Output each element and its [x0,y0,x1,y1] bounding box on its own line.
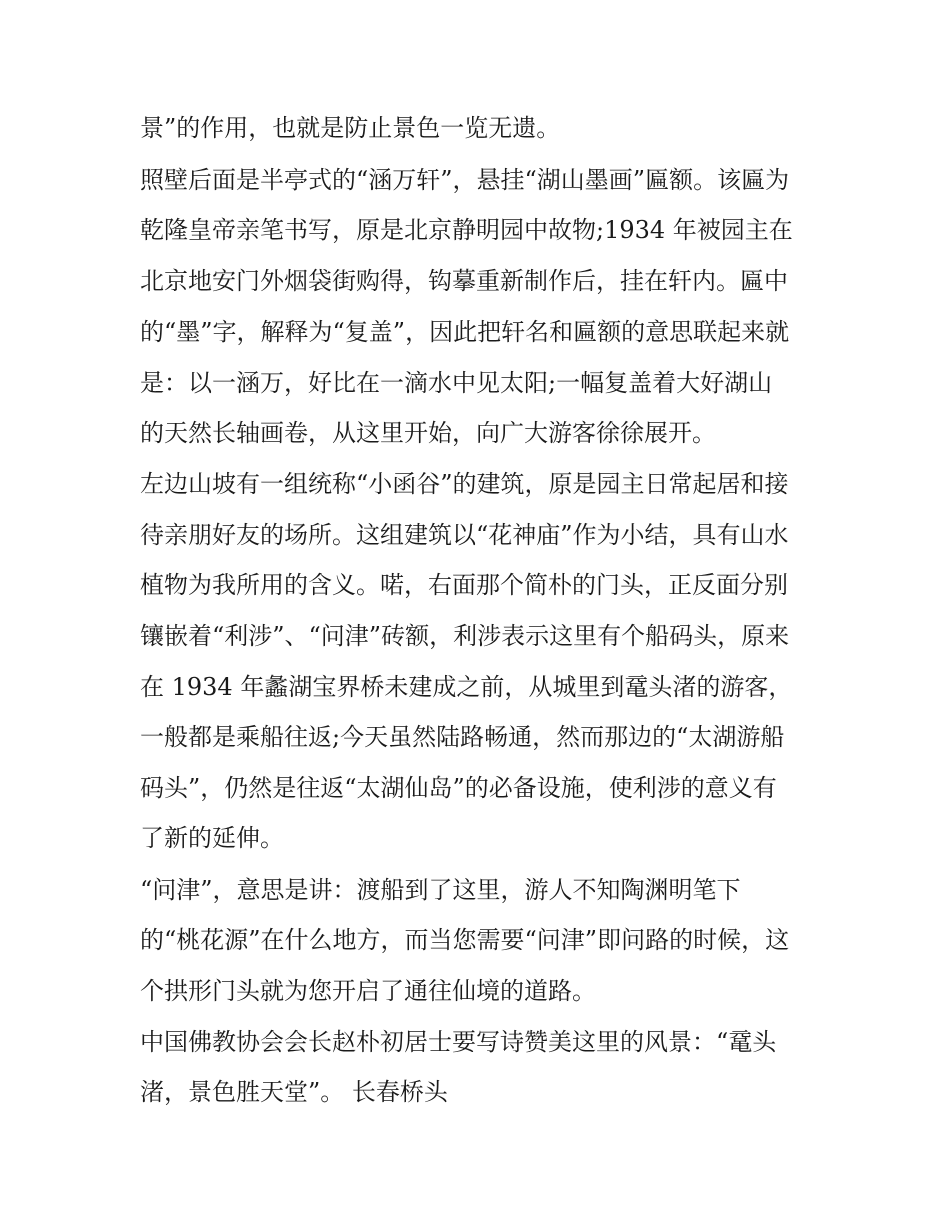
text-line: 镶嵌着“利涉”、“问津”砖额，利涉表示这里有个船码头，原来 [140,622,790,650]
text-line: 待亲朋好友的场所。这组建筑以“花神庙”作为小结，具有山水 [140,521,789,549]
text-line: “问津”，意思是讲：渡船到了这里，游人不知陶渊明笔下 [140,876,741,904]
text-line: 在 1934 年蠡湖宝界桥未建成之前，从城里到鼋头渚的游客， [140,673,793,701]
text-line: 是：以一涵万，好比在一滴水中见太阳;一幅复盖着大好湖山 [140,369,773,397]
text-line: 中国佛教协会会长赵朴初居士要写诗赞美这里的风景：“鼋头 [140,1028,777,1056]
text-line: 的天然长轴画卷，从这里开始，向广大游客徐徐展开。 [140,419,716,447]
text-line: 渚，景色胜天堂”。 长春桥头 [140,1078,448,1106]
text-line: 植物为我所用的含义。喏，右面那个简朴的门头，正反面分别 [140,571,788,599]
text-line: 乾隆皇帝亲笔书写，原是北京静明园中故物;1934 年被园主在 [140,216,793,244]
text-line: 的“墨”字，解释为“复盖”，因此把轩名和匾额的意思联起来就 [140,318,790,346]
text-line: 个拱形门头就为您开启了通往仙境的道路。 [140,977,596,1005]
text-line: 一般都是乘船往返;今天虽然陆路畅通，然而那边的“太湖游船 [140,723,785,751]
text-line: 的“桃花源”在什么地方，而当您需要“问津”即问路的时候，这 [140,926,790,954]
text-line: 了新的延伸。 [140,824,284,852]
text-line: 码头”，仍然是往返“太湖仙岛”的必备设施，使利涉的意义有 [140,774,777,802]
text-line: 北京地安门外烟袋街购得，钩摹重新制作后，挂在轩内。匾中 [140,267,788,295]
text-line: 左边山坡有一组统称“小函谷”的建筑，原是园主日常起居和接 [140,470,789,498]
text-line: 景”的作用，也就是防止景色一览无遗。 [140,114,561,142]
text-line: 照壁后面是半亭式的“涵万轩”，悬挂“湖山墨画”匾额。该匾为 [140,166,790,194]
